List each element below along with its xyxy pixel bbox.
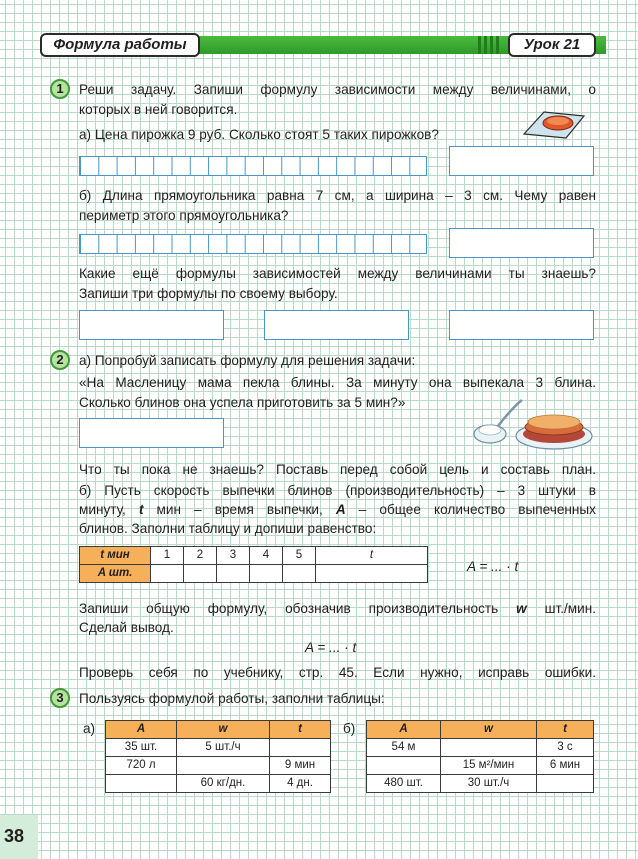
task1-part-a: а) Цена пирожка 9 руб. Сколько стоят 5 таких пирожков? xyxy=(79,127,439,142)
pie-plate-icon xyxy=(520,104,586,140)
task2-conclusion: Сделай вывод. xyxy=(79,620,174,635)
rate-table-col: 5 xyxy=(283,547,316,565)
work-table-b-cell: 54 м xyxy=(367,739,441,757)
rate-table-cell[interactable] xyxy=(283,565,316,583)
work-table-a-cell: 4 дн. xyxy=(270,775,331,793)
formula-box-1[interactable] xyxy=(79,310,224,340)
work-table-b xyxy=(366,720,594,793)
task1-part-b-line2: периметр этого прямоугольника? xyxy=(79,208,289,223)
answer-box-1a[interactable] xyxy=(449,146,594,176)
work-table-b-cell: 6 мин xyxy=(537,757,594,775)
task2-part-a: а) Попробуй записать формулу для решения задачи: xyxy=(79,353,416,368)
equation-2: A = ... · t xyxy=(305,640,357,655)
equation-1: A = ... · t xyxy=(467,559,519,574)
work-table-b-head: w xyxy=(441,721,537,739)
work-table-a-cell[interactable] xyxy=(106,775,177,793)
work-table-b-cell: 30 шт./ч xyxy=(441,775,537,793)
rate-table-cell[interactable] xyxy=(151,565,184,583)
task3-intro: Пользуясь формулой работы, заполни таблицы: xyxy=(79,691,385,706)
answer-box-1b[interactable] xyxy=(449,228,594,258)
task2-quote-line2: Сколько блинов она успела приготовить за 5 мин?» xyxy=(79,395,406,410)
work-table-a-cell: 720 л xyxy=(106,757,177,775)
work-table-a-cell: 9 мин xyxy=(270,757,331,775)
page-number: 38 xyxy=(4,826,25,846)
answer-cells-1a[interactable] xyxy=(79,156,427,176)
task2-part-b-line2: минуту, t мин – время выпечки, A – общее количество выпеченных xyxy=(79,502,596,517)
work-table-a-cell[interactable] xyxy=(270,739,331,757)
task1-part-c-line2: Запиши три формулы по своему выбору. xyxy=(79,286,338,301)
table-a-label: а) xyxy=(83,721,96,736)
task2-part-b-line3: блинов. Заполни таблицу и допиши равенство: xyxy=(79,521,377,536)
work-table-b-head: t xyxy=(537,721,594,739)
rate-table-cell[interactable] xyxy=(217,565,250,583)
work-table-b-cell[interactable] xyxy=(367,757,441,775)
header-title: Формула работы xyxy=(40,33,200,57)
rate-table-cell[interactable] xyxy=(184,565,217,583)
work-table-a-head: A xyxy=(106,721,177,739)
lesson-label: Урок 21 xyxy=(508,33,596,57)
rate-table-head-a: A шт. xyxy=(80,565,151,583)
task-number-3: 3 xyxy=(50,688,70,708)
rate-table-cell[interactable] xyxy=(250,565,283,583)
task2-part-b-line1: б) Пусть скорость выпечки блинов (производительность) – 3 штуки в xyxy=(79,483,596,498)
task2-quote-line1: «На Масленицу мама пекла блины. За минуту она выпекала 3 блина. xyxy=(79,375,596,390)
rate-table-col: t xyxy=(316,547,428,565)
task1-part-b-line1: б) Длина прямоугольника равна 7 см, а ширина – 3 см. Чему равен xyxy=(79,188,596,203)
rate-table-col: 2 xyxy=(184,547,217,565)
formula-box-3[interactable] xyxy=(449,310,594,340)
work-table-a-head: w xyxy=(177,721,270,739)
work-table-b-cell: 480 шт. xyxy=(367,775,441,793)
task-number-2: 2 xyxy=(50,350,70,370)
work-table-b-cell[interactable] xyxy=(441,739,537,757)
table-b-label: б) xyxy=(343,721,356,736)
task2-check: Проверь себя по учебнику, стр. 45. Если нужно, исправь ошибки. xyxy=(79,665,596,680)
pancakes-icon xyxy=(470,398,594,454)
formula-box-2[interactable] xyxy=(264,310,409,340)
task1-intro-line2: которых в ней говорится. xyxy=(79,102,238,117)
task2-general-formula: Запиши общую формулу, обозначив производительность w шт./мин. xyxy=(79,601,596,616)
work-table-a-cell[interactable] xyxy=(177,757,270,775)
work-table-a-head: t xyxy=(270,721,331,739)
rate-table xyxy=(79,546,428,583)
task2-question: Что ты пока не знаешь? Поставь перед собой цель и составь план. xyxy=(79,462,596,477)
work-table-b-cell: 3 с xyxy=(537,739,594,757)
work-table-b-cell[interactable] xyxy=(537,775,594,793)
rate-table-head-t: t мин xyxy=(80,547,151,565)
answer-box-2a[interactable] xyxy=(79,418,224,448)
task1-part-c-line1: Какие ещё формулы зависимостей между величинами ты знаешь? xyxy=(79,266,596,281)
work-table-a-cell: 35 шт. xyxy=(106,739,177,757)
rate-table-col: 3 xyxy=(217,547,250,565)
work-table-a-cell: 5 шт./ч xyxy=(177,739,270,757)
task1-intro-line1: Реши задачу. Запиши формулу зависимости между величинами, о xyxy=(79,82,596,97)
work-table-a xyxy=(105,720,331,793)
rate-table-col: 1 xyxy=(151,547,184,565)
header-stripes xyxy=(478,36,502,54)
work-table-a-cell: 60 кг/дн. xyxy=(177,775,270,793)
work-table-b-head: A xyxy=(367,721,441,739)
answer-cells-1b[interactable] xyxy=(79,234,427,254)
work-table-b-cell: 15 м²/мин xyxy=(441,757,537,775)
rate-table-cell[interactable] xyxy=(316,565,428,583)
task-number-1: 1 xyxy=(50,79,70,99)
rate-table-col: 4 xyxy=(250,547,283,565)
